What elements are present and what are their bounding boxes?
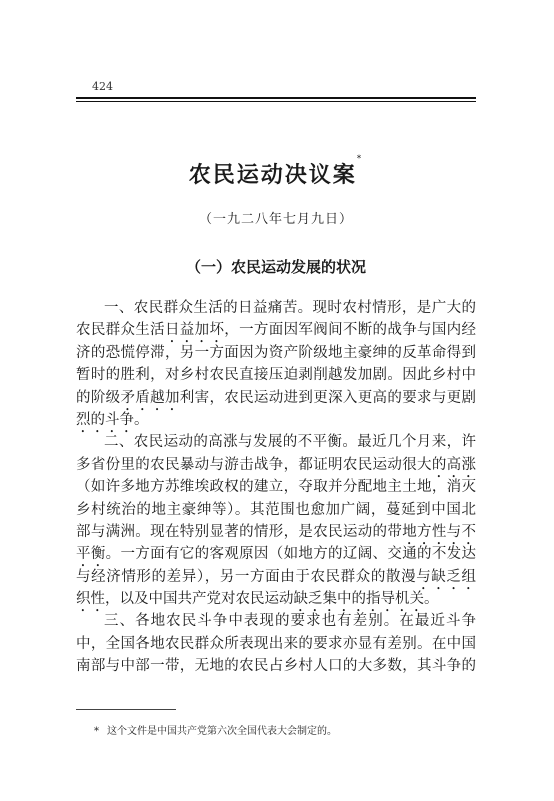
title-text: 农民运动决议案 (188, 163, 357, 188)
paragraph-2-line-2: 多省份里的农民暴动与游击战争，都证明农民运动很大的高涨 (76, 456, 477, 473)
paragraph-1-line-5: 的阶级矛盾越加利害，农民运动进到更深入更高的要求与更剧 (76, 389, 477, 406)
footnote-text: 这个文件是中国共产党第六次全国代表大会制定的。 (107, 726, 337, 737)
header-rule (76, 97, 476, 99)
paragraph-3-line-2: 中，全国各地农民群众所表现出来的要求亦显有差别。在中国 (76, 635, 476, 652)
paragraph-1-line-6: 烈的斗争。 (76, 411, 149, 428)
section-heading: （一）农民运动发展的状况 (185, 258, 366, 276)
paragraph-1-line-1: 一、农民群众生活的日益痛苦。现时农村情形，是广大的 (104, 300, 476, 316)
body-text (76, 297, 476, 678)
document-title (76, 154, 476, 189)
paragraph-3-line-3: 南部与中部一带，无地的农民占乡村人口的大多数，其斗争的 (76, 658, 476, 675)
footnote (94, 722, 337, 737)
paragraph-2-line-3: （如许多地方苏维埃政权的建立，夺取并分配地主土地，消灭 (76, 479, 476, 496)
document-date: （一九二八年七月九日） (198, 212, 353, 227)
paragraph-1-line-4: 暂时的胜利，对乡村农民直接压迫剥削越发加剧。因此乡村中 (76, 367, 476, 384)
paragraph-1-line-3: 济的恐慌停滞，另一方面因为资产阶级地主豪绅的反革命得到 (76, 344, 476, 361)
paragraph-2-line-4: 乡村统治的地主豪绅等）。其范围也愈加广阔，蔓延到中国北 (76, 501, 476, 518)
title-footnote-mark: * (356, 154, 364, 164)
paragraph-3-line-1: 三、各地农民斗争中表现的要求也有差别。在最近斗争 (104, 613, 476, 630)
page-number: 424 (92, 80, 113, 93)
paragraph-2-line-8: 织性，以及中国共产党对农民运动缺乏集中的指导机关。 (76, 591, 439, 608)
paragraph-1-line-2: 农民群众生活日益加坏，一方面因军阀间不断的战争与国内经 (76, 322, 477, 339)
paragraph-2-line-5: 部与满洲。现在特别显著的情形，是农民运动的带地方性与不 (76, 523, 477, 540)
footnote-rule (76, 709, 176, 710)
paragraph-2-line-7: 与经济情形的差异），另一方面由于农民群众的散漫与缺乏组 (76, 568, 477, 585)
paragraph-2-line-6: 平衡。一方面有它的客观原因（如地方的辽阔、交通的不发达 (76, 546, 477, 563)
footnote-mark: * (94, 726, 99, 737)
header-rule-thin (76, 101, 476, 102)
paragraph-2-line-1: 二、农民运动的高涨与发展的不平衡。最近几个月来，许 (104, 434, 476, 451)
